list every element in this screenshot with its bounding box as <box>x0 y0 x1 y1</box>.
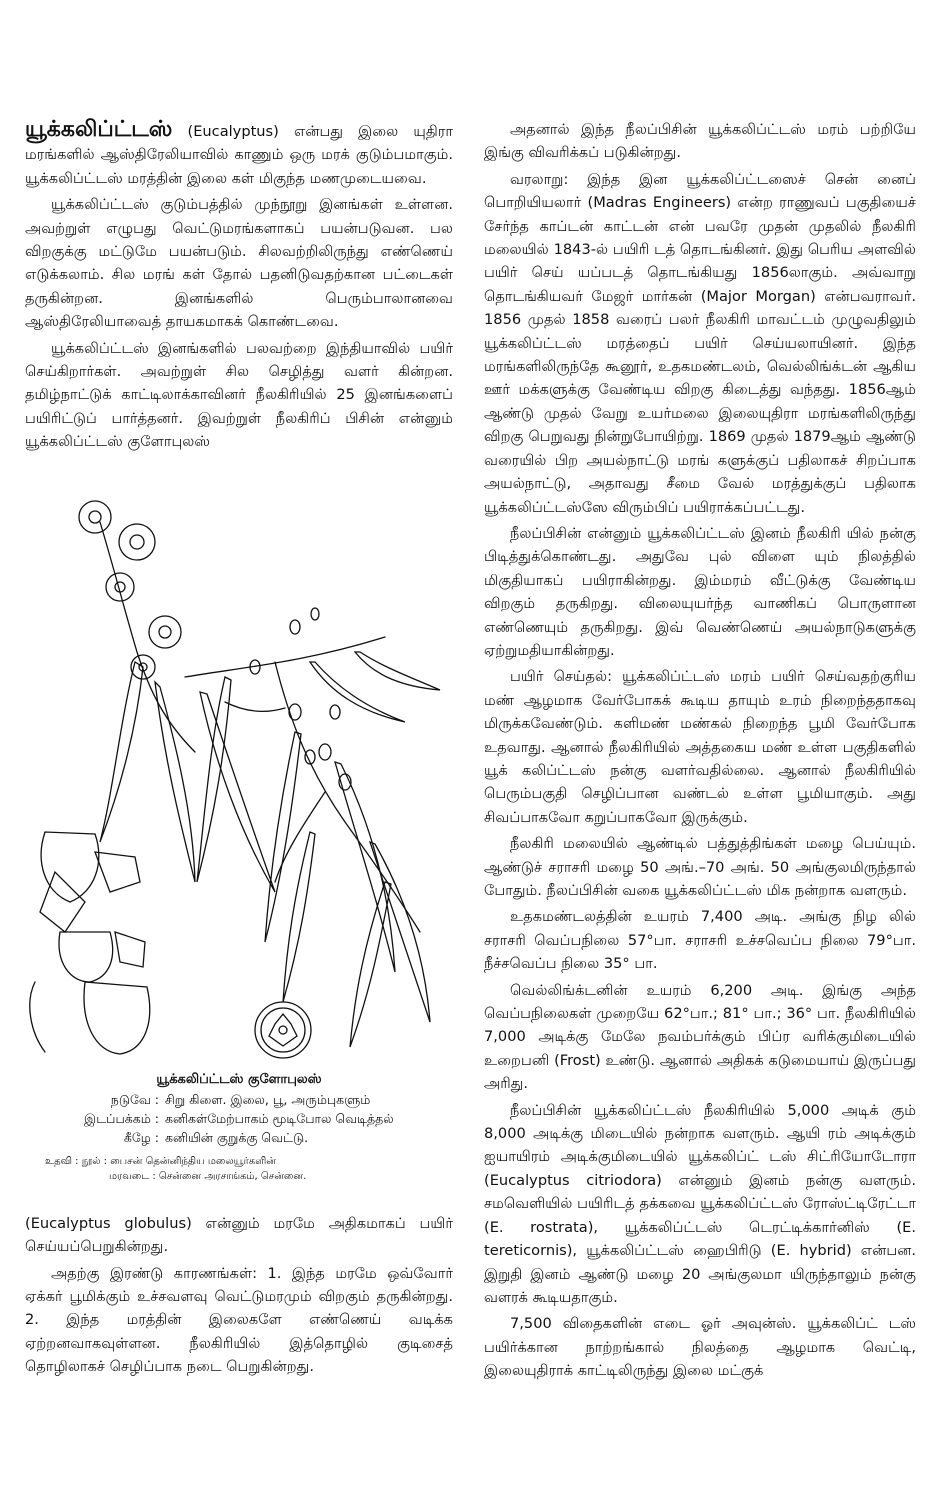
paragraph: நீலப்பிசின் யூக்கலிப்ட்டஸ் நீலகிரியில் 5,000 அடிக் கும் 8,000 அடிக்கு மிடையில் நன்றாக வளரும். ஆயி ரம் அடிக்கும் ஐயாயிரம் அடிக்குமிடையில் யூக்கலிப்ட் டஸ் சிட்ரியோடோரா (Eucalyptus citriodora) என்னும் இனம் நன்கு வளரும். சமவெளியில் பயிரிடத் தக்கவை யூக்கலிப்ட்டஸ் ரோஸ்ட்டிரேட்டா (E. rostrata), யூக்கலிப்ட்டஸ் டெரட்டிக்கார்னிஸ் (E. tereticornis), யூக்கலிப்ட்டஸ் ஹைபிரிடு (E. hybrid) என்பன. இறுதி இனம் ஆண்டு மழை 20 அங்குலமா யிருந்தாலும் நன்கு வளரக் கூடியதாகும். <box>484 1101 916 1306</box>
paragraph: (Eucalyptus globulus) என்னும் மரமே அதிகமாகப் பயிர் செய்யப்பெறுகின்றது. <box>25 1214 453 1256</box>
fruit-cross-section <box>255 1002 311 1058</box>
paragraph: நீலப்பிசின் என்னும் யூக்கலிப்ட்டஸ் இனம் நீலகிரி யில் நன்கு பிடித்துக்கொண்டது. அதுவே புல் விளை யும் நிலத்தில் மிகுதியாகப் பயிராகின்றது. இம்மரம் வீட்டுக்கு வேண்டிய விறகும் தருகிறது. விலையுயர்ந்த வாணிகப் பொருளான எண்ணெயும் தருகிறது. இவ் வெண்ணெய் அயல்நாடுகளுக்கு ஏற்றுமதியாகின்றது. <box>484 524 916 659</box>
branch <box>275 792 325 882</box>
cultivation-paragraph: பயிர் செய்தல்: யூக்கலிப்ட்டஸ் மரம் பயிர் செய்வதற்குரிய மண் ஆழமாக வேர்போகக் கூடிய தாயும் உரம் நிறைந்ததாகவு மிருக்கவேண்டும். களிமண் மண்கல் நிறைந்த பூமி வேர்போக உதவாது. ஆனால் நீலகிரியில் அத்தகைய மண் உள்ள பகுதிகளில் யூக் கலிப்ட்டஸ் நன்கு வளர்வதில்லை. ஆனால் நீலகிரியில் பெரும்பகுதி செழிப்பான வண்டல் உள்ள பூமியாகும். அது சிவப்பாகவோ கறுப்பாகவோ இருக்கும். <box>484 668 916 826</box>
figure-caption-title: யூக்கலிப்ட்டஸ் குளோபுலஸ் <box>156 1071 322 1087</box>
history-paragraph: வரலாறு: இந்த இன யூக்கலிப்ட்டஸைச் சென் னைப் பொறியியலார் (Madras Engineers) என்ற ராணுவப் பகுதியைச் சேர்ந்த காப்டன் காட்டன் என் பவரே முதன் முதலில் நீலகிரி மலையில் 1843-ல் பயிரி டத் தொடங்கினர். இது பெரிய அளவில் பயிர் செய் யப்படத் தொடங்கியது 1856லாகும். அவ்வாறு தொடங்கியவர் மேஜர் மார்கன் (Major Morgan) என்பவராவர். 1856 முதல் 1858 வரைப் பலர் நீலகிரி மாவட்டம் முழுவதிலும் யூக்கலிப்ட்டஸ் மரத்தைப் பயிர் செய்யலாயினர். இந்த மரங்களிலிருந்தே கூனூர், உதகமண்டலம், வெல்லிங்க்டன் ஆகிய ஊர் மக்களுக்கு வேண்டிய விறகு கிடைத்து வந்தது. 1856ஆம் ஆண்டு முதல் வேறு உயர்மலை இலையுதிரா மரங்களிலிருந்து விறகு பெறுவது நின்றுபோயிற்று. 1869 முதல் 1879ஆம் ஆண்டு வரையில் பிற அயல்நாட்டு மரங் களுக்குப் பதிலாகச் சிறப்பாக அயல்நாட்டு, அதாவது சீமை வேல் மரத்துக்குப் பதிலாக யூக்கலிப்ட்டஸ்ஸே விரும்பிப் பயிராக்கப்பட்டது. <box>484 170 916 516</box>
paragraph: யூக்கலிப்ட்டஸ் குடும்பத்தில் முந்நூறு இனங்கள் உள்ளன. அவற்றுள் எழுபது வெட்டுமரங்களாகப் பயன்படுவன. பல விறகுக்கு மட்டுமே பயன்படும். சிலவற்றிலிருந்து எண்ணெய் எடுக்கலாம். சில மரங் கள் தோல் பதனிடுவதற்கான பட்டைகள் தருகின்றன. இனங்களில் பெரும்பாலானவை ஆஸ்திரேலியாவைத் தாயகமாகக் கொண்டவை. <box>25 196 453 331</box>
entry-heading: யூக்கலிப்ட்டஸ் <box>25 117 173 142</box>
botanical-drawing <box>25 462 453 1062</box>
paragraph: அதற்கு இரண்டு காரணங்கள்: 1. இந்த மரமே ஒவ்வோர் ஏக்கர் பூமிக்கும் உச்சவளவு வெட்டுமரமும் விறகும் தருகின்றது. 2. இந்த மரத்தின் இலைகளே எண்ணெய் வடிக்க ஏற்றனவாகவுள்ளன. நீலகிரியில் இத்தொழில் குடிசைத் தொழிலாகச் செழிப்பாக நடை பெறுகின்றது. <box>25 1264 453 1376</box>
paragraph: 7,500 விதைகளின் எடை ஓர் அவுன்ஸ். யூக்கலிப்ட் டஸ் பயிர்க்கான நாற்றங்கால் நிலத்தை ஆழமாக வெட்டி, இலையுதிராக் காட்டிலிருந்து இலை மட்குக் <box>484 1315 916 1380</box>
left-column <box>25 118 453 1382</box>
caption-row: இடப்பக்கம் : கனிகள்மேற்பாகம் மூடிபோல வெடித்தல் <box>84 1110 394 1126</box>
paragraph: உதகமண்டலத்தின் உயரம் 7,400 அடி. அங்கு நிழ லில் சராசரி வெப்பநிலை 57°பா. சராசரி உச்சவெப்ப நிலை 79°பா. நீச்சவெப்ப நிலை 35° பா. <box>484 908 916 973</box>
right-column <box>484 118 916 1386</box>
paragraph: நீலகிரி மலையில் ஆண்டில் பத்துத்திங்கள் மழை பெய்யும். ஆண்டுச் சராசரி மழை 50 அங்.–70 அங். 50 அங்குலமிருந்தால் போதும். நீலப்பிசின் வகை யூக்கலிப்ட்டஸ் மிக நன்றாக வளரும். <box>484 835 916 899</box>
leaves <box>100 652 440 1047</box>
paragraph: யூக்கலிப்ட்டஸ் இனங்களில் பலவற்றை இந்தியாவில் பயிர் செய்கிறார்கள். அவற்றுள் சில செழித்து வளர் கின்றன. தமிழ்நாட்டுக் காட்டிலாக்காவினர் நீலகிரியில் 25 இனங்களைப் பயிரிட்டுப் பார்த்தனர். இவற்றுள் நீலகிரிப் பிசின் என்னும் யூக்கலிப்ட்டஸ் குளோபுலஸ் <box>25 339 453 451</box>
flower-heads <box>79 501 181 679</box>
fruit-capsules <box>30 832 150 1054</box>
branch <box>185 637 385 677</box>
intro-paragraph <box>25 118 453 190</box>
caption-row: நடுவே : சிறு கிளை. இலை, பூ, அரும்புகளும் <box>110 1091 371 1107</box>
eucalyptus-illustration <box>25 462 453 1210</box>
caption-row: கீழே : கனியின் குறுக்கு வெட்டு. <box>123 1129 309 1145</box>
figure-credit: உதவி : நூல் : பைசன் தென்னிந்திய மலையூர்களின் மரவடை : சென்னை அரசாங்கம், சென்னை. <box>45 1155 307 1182</box>
paragraph: வெல்லிங்க்டனின் உயரம் 6,200 அடி. இங்கு அந்த வெப்பநிலைகள் முறையே 62°பா.; 81° பா.; 36° பா. நீலகிரியில் 7,000 அடிக்கு மேலே நவம்பர்க்கும் பிப்ர வரிக்குமிடையில் உறைபனி (Frost) உண்டு. ஆனால் அதிகக் கடுமையாய் இருப்பது அரிது. <box>484 981 916 1093</box>
figure-caption <box>47 1090 394 1147</box>
paragraph: அதனால் இந்த நீலப்பிசின் யூக்கலிப்ட்டஸ் மரம் பற்றியே இங்கு விவரிக்கப் படுகின்றது. <box>484 121 916 162</box>
intro-text: (Eucalyptus) என்பது இலை யுதிரா மரங்களில் ஆஸ்திரேலியாவில் காணும் ஒரு மரக் குடும்பமாகும். யூக்கலிப்ட்டஸ் மரத்தின் இலை கள் மிகுந்த மணமுடையவை. <box>25 123 453 187</box>
